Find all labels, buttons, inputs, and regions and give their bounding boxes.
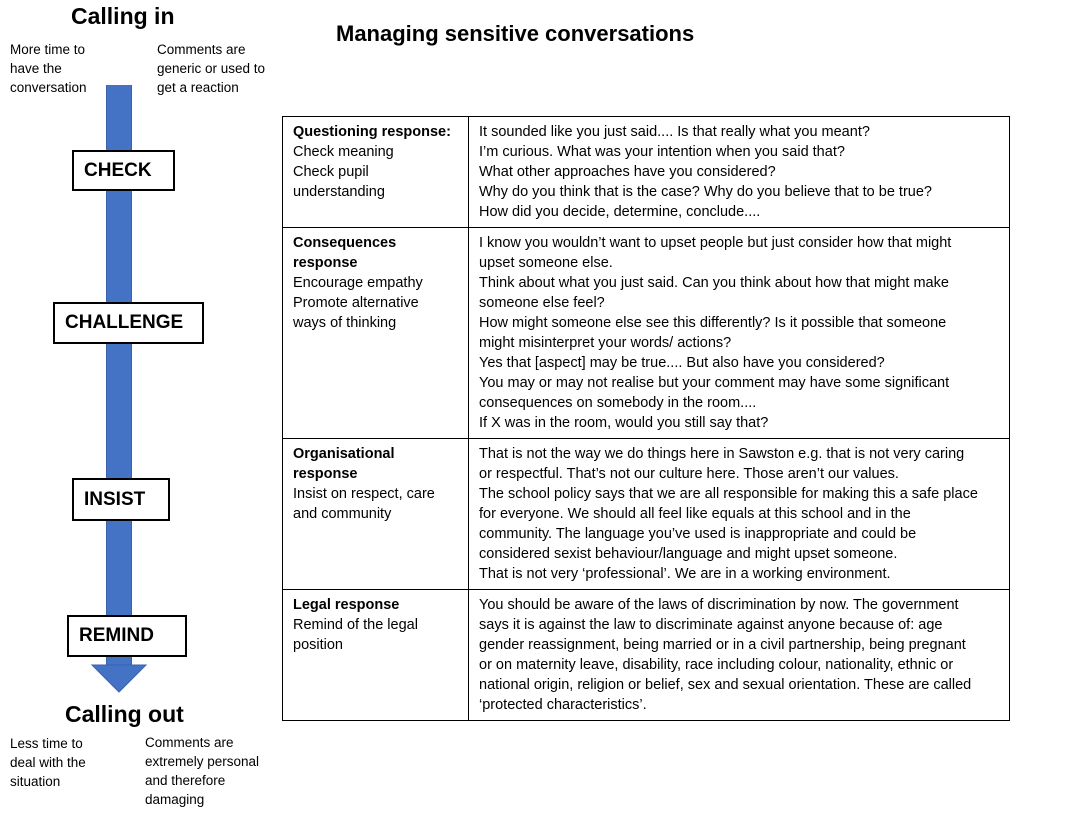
stage-challenge <box>53 302 204 344</box>
calling-out-right-note <box>145 733 259 809</box>
note-line: have the <box>10 61 62 76</box>
note-line: damaging <box>145 792 205 807</box>
stage-label: CHECK <box>84 159 152 181</box>
row-content-cell <box>469 228 1010 439</box>
row-title: Organisational <box>293 446 395 462</box>
calling-out-left-note <box>10 734 86 791</box>
content-line: or on maternity leave, disability, race including colour, nationality, ethnic or <box>479 657 954 673</box>
note-line: extremely personal <box>145 754 260 769</box>
note-line: situation <box>10 774 61 789</box>
content-line: says it is against the law to discriminate against anyone because of: age <box>479 617 943 633</box>
row-subtitle: Encourage empathy <box>293 275 423 291</box>
row-label-cell <box>283 590 469 721</box>
content-line: Yes that [aspect] may be true.... But also have you considered? <box>479 355 885 371</box>
row-content-cell <box>469 117 1010 228</box>
content-line: How might someone else see this differently? Is it possible that someone <box>479 315 947 331</box>
calling-in-right-note <box>157 40 265 97</box>
responses-table <box>282 116 1010 721</box>
table-row-legal <box>283 590 1010 721</box>
note-line: generic or used to <box>157 61 266 76</box>
arrow-down-icon <box>90 664 148 694</box>
calling-out-heading: Calling out <box>65 701 184 727</box>
page-title: Managing sensitive conversations <box>336 21 695 46</box>
row-label-cell <box>283 228 469 439</box>
content-line: You should be aware of the laws of discrimination by now. The government <box>479 597 959 613</box>
stage-remind <box>67 615 187 657</box>
row-subtitle: Check pupil <box>293 164 369 180</box>
row-subtitle: and community <box>293 506 392 522</box>
row-subtitle: Remind of the legal <box>293 617 418 633</box>
content-line: for everyone. We should all feel like equals at this school and in the <box>479 506 911 522</box>
row-content-cell <box>469 590 1010 721</box>
row-label-cell <box>283 439 469 590</box>
content-line: How did you decide, determine, conclude.... <box>479 204 761 220</box>
row-subtitle: Promote alternative <box>293 295 419 311</box>
content-line: community. The language you’ve used is inappropriate and could be <box>479 526 917 542</box>
stage-insist <box>72 478 170 521</box>
note-line: conversation <box>10 80 87 95</box>
content-line: If X was in the room, would you still say that? <box>479 415 769 431</box>
content-line: considered sexist behaviour/language and might upset someone. <box>479 546 898 562</box>
stage-label: REMIND <box>79 625 154 646</box>
row-subtitle: Check meaning <box>293 144 394 160</box>
calling-in-heading: Calling in <box>71 3 175 29</box>
content-line: someone else feel? <box>479 295 605 311</box>
content-line: That is not very ‘professional’. We are in a working environment. <box>479 566 891 582</box>
table-row-organisational <box>283 439 1010 590</box>
content-line: I’m curious. What was your intention when you said that? <box>479 144 845 160</box>
note-line: Comments are <box>145 735 234 750</box>
note-line: Comments are <box>157 42 246 57</box>
table-row-questioning <box>283 117 1010 228</box>
note-line: More time to <box>10 42 86 57</box>
stage-label: INSIST <box>84 488 146 510</box>
note-line: get a reaction <box>157 80 239 95</box>
row-title: response <box>293 466 358 482</box>
stage-check <box>72 150 175 191</box>
content-line: ‘protected characteristics’. <box>479 697 647 713</box>
content-line: might misinterpret your words/ actions? <box>479 335 732 351</box>
calling-in-left-note <box>10 40 87 97</box>
row-subtitle: position <box>293 637 343 653</box>
row-subtitle: ways of thinking <box>293 315 397 331</box>
row-title: Questioning response: <box>293 124 451 140</box>
note-line: deal with the <box>10 755 86 770</box>
row-label-cell <box>283 117 469 228</box>
content-line: upset someone else. <box>479 255 613 271</box>
content-line: gender reassignment, being married or in a civil partnership, being pregnant <box>479 637 966 653</box>
row-content-cell <box>469 439 1010 590</box>
row-subtitle: Insist on respect, care <box>293 486 435 502</box>
content-line: I know you wouldn’t want to upset people but just consider how that might <box>479 235 952 251</box>
content-line: You may or may not realise but your comment may have some significant <box>479 375 950 391</box>
content-line: national origin, religion or belief, sex and sexual orientation. These are called <box>479 677 972 693</box>
content-line: Why do you think that is the case? Why do you believe that to be true? <box>479 184 932 200</box>
row-title: response <box>293 255 358 271</box>
content-line: Think about what you just said. Can you think about how that might make <box>479 275 949 291</box>
content-line: consequences on somebody in the room.... <box>479 395 757 411</box>
row-title: Consequences <box>293 235 397 251</box>
note-line: Less time to <box>10 736 83 751</box>
content-line: That is not the way we do things here in Sawston e.g. that is not very caring <box>479 446 965 462</box>
table-row-consequences <box>283 228 1010 439</box>
content-line: or respectful. That’s not our culture here. Those aren’t our values. <box>479 466 899 482</box>
note-line: and therefore <box>145 773 226 788</box>
content-line: The school policy says that we are all responsible for making this a safe place <box>479 486 978 502</box>
stage-label: CHALLENGE <box>65 312 184 333</box>
content-line: What other approaches have you considered? <box>479 164 776 180</box>
row-subtitle: understanding <box>293 184 385 200</box>
content-line: It sounded like you just said.... Is that really what you meant? <box>479 124 870 140</box>
row-title: Legal response <box>293 597 400 613</box>
